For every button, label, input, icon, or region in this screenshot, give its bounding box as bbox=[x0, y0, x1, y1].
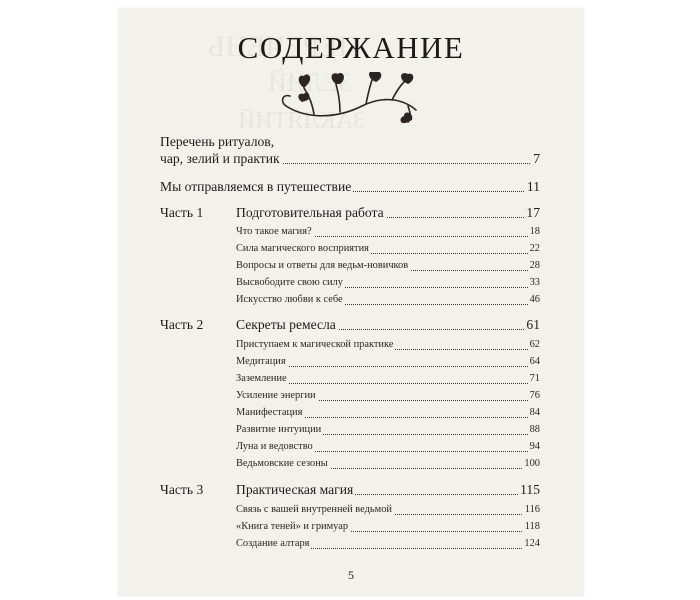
toc-subentry[interactable]: Манифестация 84 bbox=[236, 405, 540, 421]
toc-subentry[interactable]: Связь с вашей внутренней ведьмой 116 bbox=[236, 502, 540, 518]
part-label: Часть 1 bbox=[160, 205, 204, 220]
toc-subentry[interactable]: Ведьмовские сезоны 100 bbox=[236, 456, 540, 472]
toc-subentry[interactable]: Вопросы и ответы для ведьм-новичков 28 bbox=[236, 258, 540, 274]
vine-ornament-icon bbox=[278, 72, 424, 128]
toc-subentry[interactable]: Создание алтаря 124 bbox=[236, 536, 540, 552]
toc-subentry[interactable]: Луна и ведовство 94 bbox=[236, 439, 540, 455]
part-title: Секреты ремесла bbox=[236, 317, 336, 332]
book-page bbox=[118, 8, 584, 596]
page-number: 5 bbox=[348, 568, 354, 582]
toc-subentry[interactable]: Высвободите свою силу 33 bbox=[236, 275, 540, 291]
part-page: 61 bbox=[526, 317, 540, 332]
part-title: Подготовительная работа bbox=[236, 205, 384, 220]
page-title: СОДЕРЖАНИЕ bbox=[237, 30, 465, 65]
toc-entry-page: 11 bbox=[526, 179, 540, 194]
part-page: 115 bbox=[520, 482, 540, 497]
toc-entry-text: Мы отправляемся в путешествие bbox=[160, 179, 352, 194]
toc-entry-journey[interactable] bbox=[160, 179, 540, 195]
toc-subentry[interactable]: Что такое магия? 18 bbox=[236, 224, 540, 240]
toc-entry-text: чар, зелий и практик bbox=[160, 151, 280, 166]
toc-entry-rituals[interactable] bbox=[160, 151, 540, 167]
part-title-row[interactable] bbox=[236, 205, 540, 221]
toc-subentry[interactable]: Сила магического восприятия 22 bbox=[236, 241, 540, 257]
toc-subentry[interactable]: Развитие интуиции 88 bbox=[236, 422, 540, 438]
toc-subentry[interactable]: Усиление энергии 76 bbox=[236, 388, 540, 404]
toc-entry-page: 7 bbox=[533, 151, 540, 166]
part-title: Практическая магия bbox=[236, 482, 354, 497]
part-page: 17 bbox=[526, 205, 540, 220]
toc-subentry[interactable]: Заземление 71 bbox=[236, 371, 540, 387]
part-title-row[interactable] bbox=[236, 482, 540, 498]
toc-subentry[interactable]: Искусство любви к себе 46 bbox=[236, 292, 540, 308]
part-label: Часть 2 bbox=[160, 317, 204, 332]
part-title-row[interactable] bbox=[236, 317, 540, 333]
toc-subentry[interactable]: «Книга теней» и гримуар 118 bbox=[236, 519, 540, 535]
toc-subentry[interactable]: Приступаем к магической практике 62 bbox=[236, 337, 540, 353]
toc-subentry[interactable]: Медитация 64 bbox=[236, 354, 540, 370]
toc-entry-rituals-line1: Перечень ритуалов, bbox=[160, 134, 275, 149]
part-label: Часть 3 bbox=[160, 482, 204, 497]
